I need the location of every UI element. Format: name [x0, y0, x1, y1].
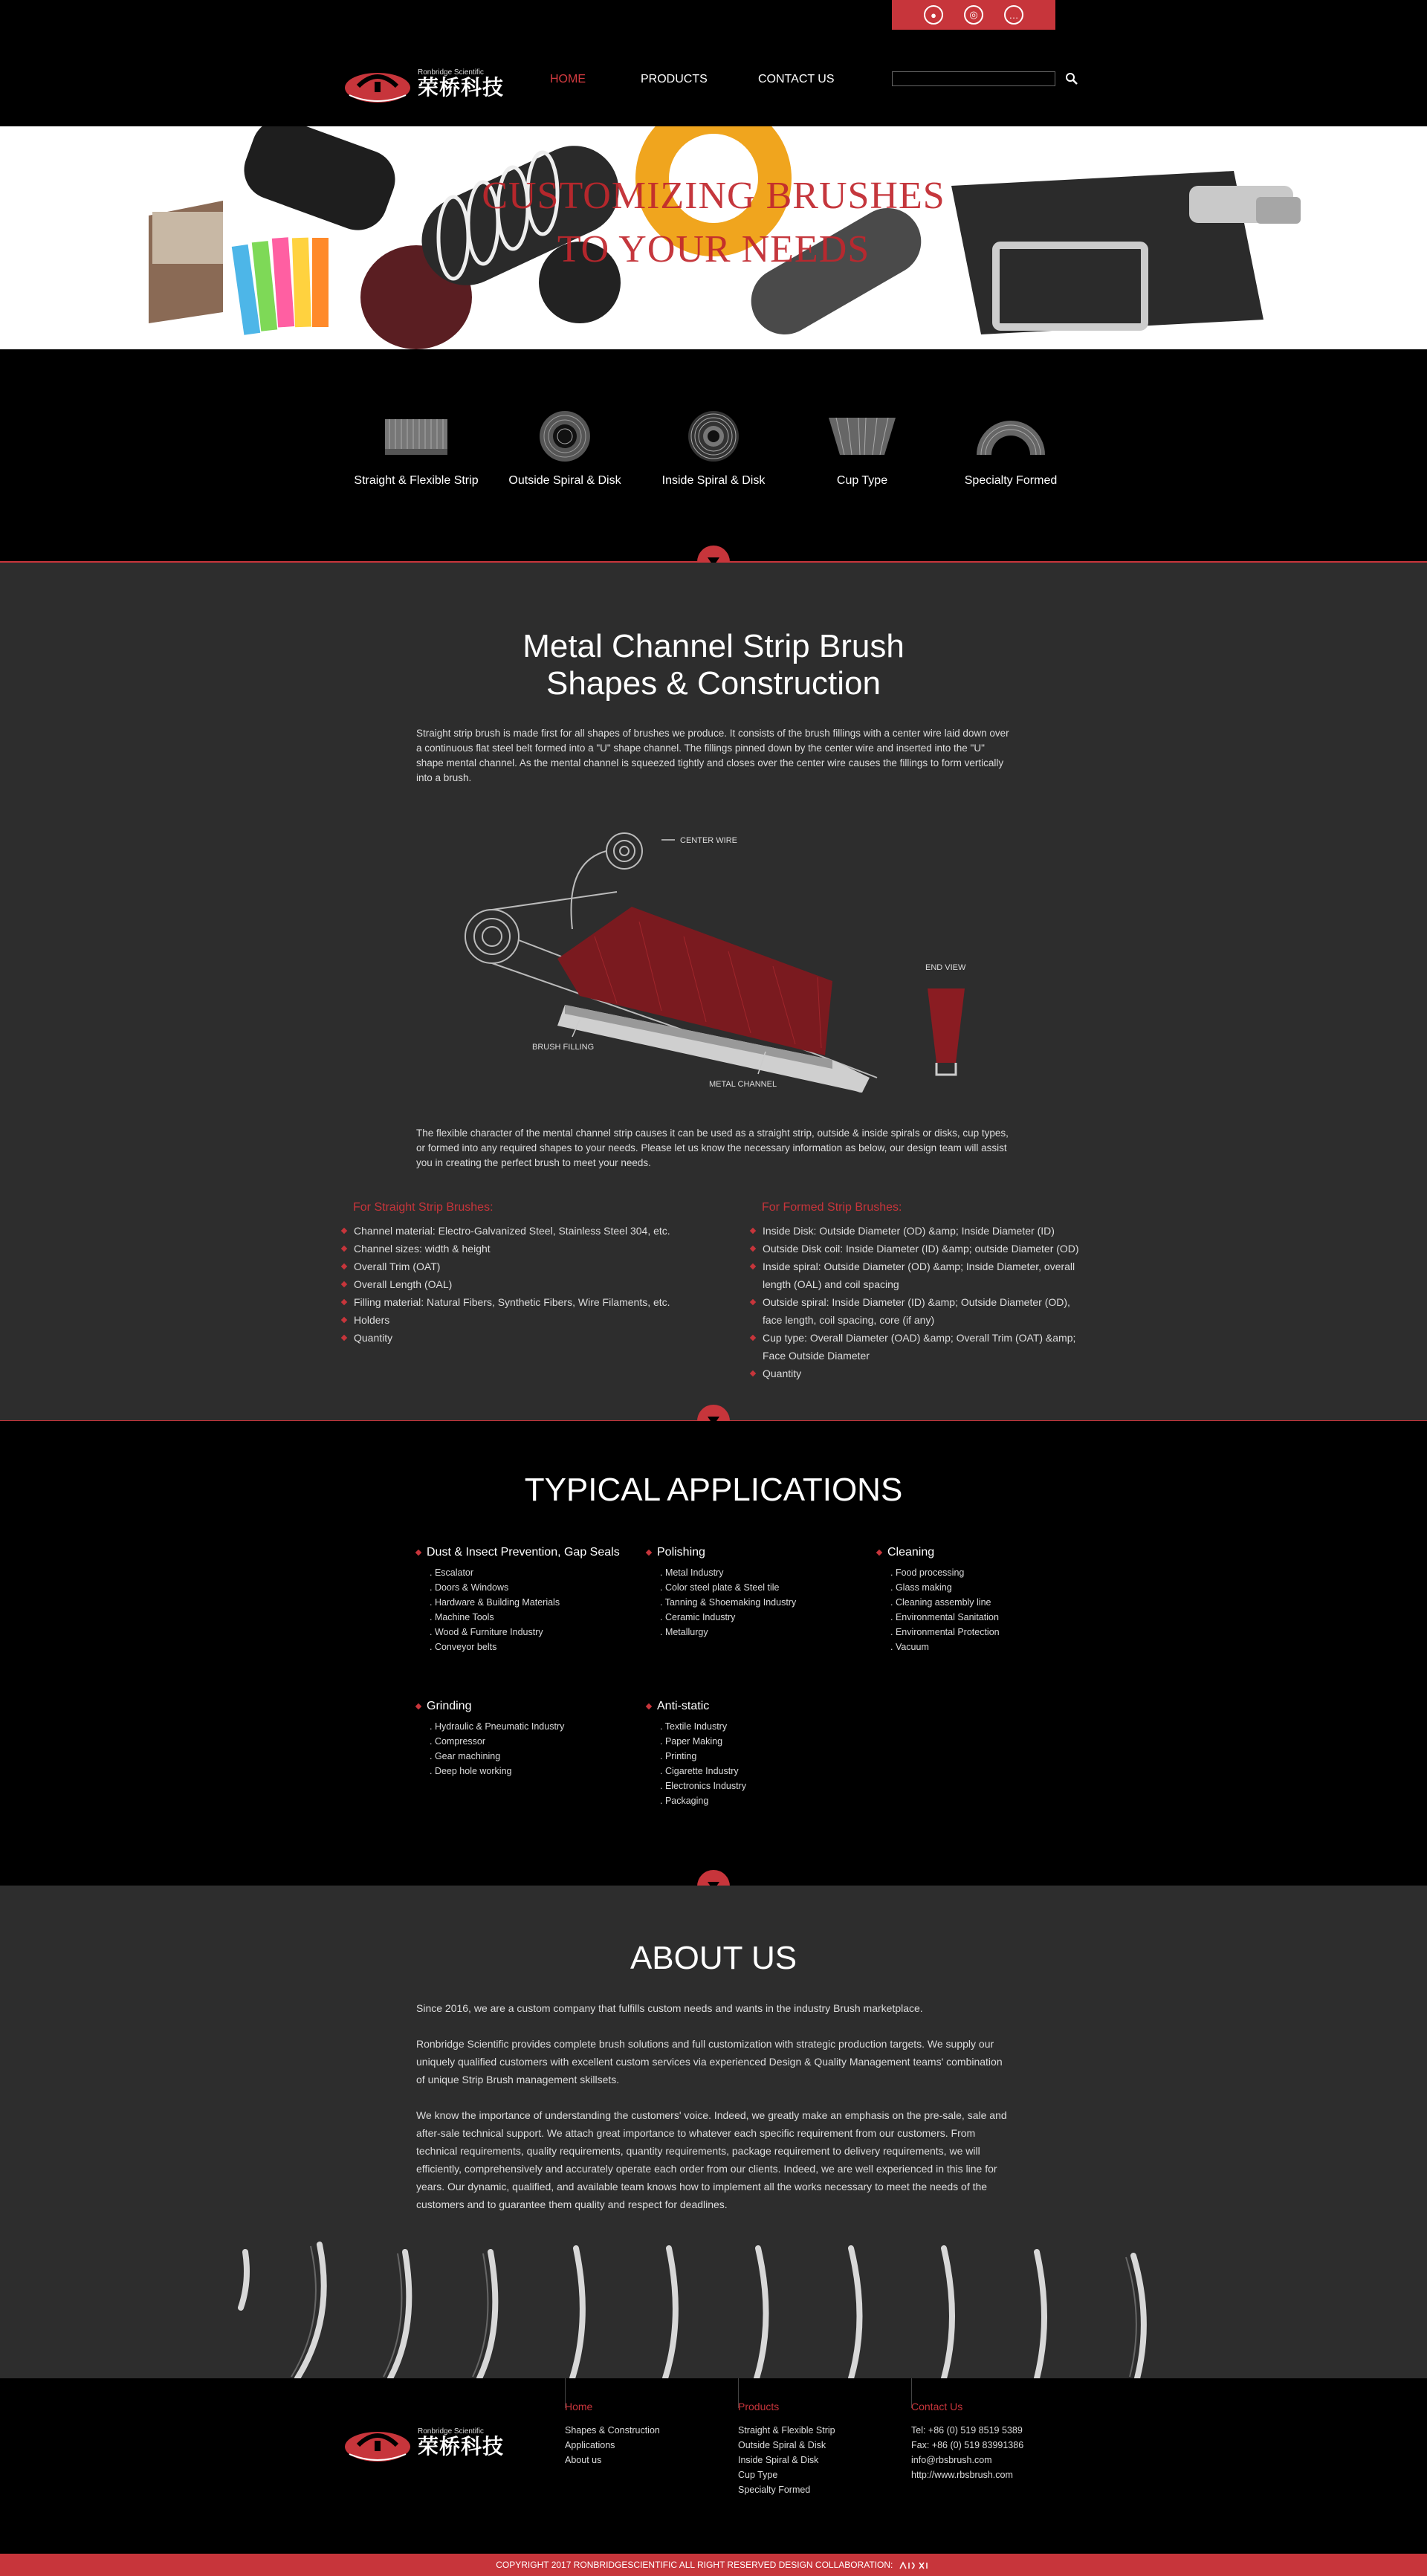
app-item: . Metal Industry [660, 1567, 724, 1578]
footer-link[interactable]: Shapes & Construction [565, 2425, 660, 2436]
app-group-title: Cleaning [877, 1546, 1100, 1559]
banner-title [0, 169, 1427, 276]
label-metal-channel: METAL CHANNEL [709, 1080, 777, 1089]
chat-icon[interactable]: … [1004, 5, 1023, 25]
banner-title-line2: TO YOUR NEEDS [557, 228, 870, 271]
inside-spiral-icon [676, 410, 751, 462]
footer-link[interactable]: Specialty Formed [738, 2485, 811, 2495]
app-item: . Deep hole working [430, 1766, 512, 1776]
label-center-wire: CENTER WIRE [680, 836, 737, 845]
app-item: . Electronics Industry [660, 1781, 747, 1791]
section-title-line1: Metal Channel Strip Brush [522, 628, 905, 664]
section-title [0, 628, 1427, 702]
formed-list-title: For Formed Strip Brushes: [762, 1201, 902, 1214]
product-inside-spiral[interactable] [639, 410, 788, 488]
app-group-title: Polishing [647, 1546, 870, 1559]
product-label: Inside Spiral & Disk [661, 474, 766, 487]
list-item: Inside spiral: Outside Diameter (OD) &amp; Inside Diameter, overall length (OAL) and coil spacing [751, 1258, 1093, 1293]
app-item: . Hydraulic & Pneumatic Industry [430, 1721, 565, 1732]
app-item: . Cigarette Industry [660, 1766, 739, 1776]
label-end-view: END VIEW [925, 963, 966, 972]
footer-link[interactable]: Applications [565, 2440, 615, 2450]
strip-icon [379, 410, 453, 462]
list-item: Filling material: Natural Fibers, Synthetic Fibers, Wire Filaments, etc. [342, 1293, 676, 1311]
logo[interactable] [342, 61, 504, 106]
app-group-title: Grinding [416, 1700, 639, 1713]
app-item: . Color steel plate & Steel tile [660, 1582, 780, 1593]
product-label: Specialty Formed [964, 474, 1058, 487]
product-label: Cup Type [836, 474, 888, 487]
list-item: Outside Disk coil: Inside Diameter (ID) &amp; outside Diameter (OD) [751, 1240, 1093, 1258]
spiral-brush-image [223, 2237, 1204, 2378]
footer-link[interactable]: About us [565, 2455, 602, 2465]
footer-logo[interactable] [342, 2420, 504, 2465]
product-categories [0, 349, 1427, 561]
footer-link[interactable]: Straight & Flexible Strip [738, 2425, 835, 2436]
list-item: Quantity [751, 1365, 1093, 1382]
footer-website[interactable]: http://www.rbsbrush.com [911, 2470, 1013, 2480]
footer-col-products [738, 2401, 835, 2497]
app-item: . Packaging [660, 1796, 709, 1806]
app-item: . Wood & Furniture Industry [430, 1627, 543, 1637]
app-item: . Hardware & Building Materials [430, 1597, 560, 1608]
footer-col-contact [911, 2401, 1023, 2482]
wechat-icon[interactable]: ● [924, 5, 943, 25]
app-item: . Machine Tools [430, 1612, 494, 1622]
list-item: Quantity [342, 1329, 676, 1347]
product-label: Outside Spiral & Disk [508, 474, 621, 487]
list-item: Cup type: Overall Diameter (OAD) &amp; Overall Trim (OAT) &amp; Face Outside Diameter [751, 1329, 1093, 1365]
hero-banner [0, 126, 1427, 349]
about-title: ABOUT US [630, 1940, 797, 1976]
nav-contact-us[interactable]: CONTACT US [758, 73, 835, 85]
footer-col-home [565, 2401, 660, 2467]
footer-contact-title[interactable]: Contact Us [911, 2401, 963, 2412]
app-item: . Food processing [890, 1567, 965, 1578]
footer-link[interactable]: Inside Spiral & Disk [738, 2455, 819, 2465]
app-group-dust [416, 1546, 639, 1654]
footer-tel: Tel: +86 (0) 519 8519 5389 [911, 2425, 1023, 2436]
nav-home[interactable]: HOME [550, 73, 586, 85]
section-title-line2: Shapes & Construction [546, 665, 881, 702]
app-group-title: Anti-static [647, 1700, 870, 1713]
app-item: . Vacuum [890, 1642, 929, 1652]
product-cup-type[interactable] [788, 410, 936, 488]
formed-requirements-list [751, 1222, 1093, 1382]
app-item: . Doors & Windows [430, 1582, 509, 1593]
nav-products[interactable]: PRODUCTS [641, 73, 708, 85]
straight-requirements-list [342, 1222, 676, 1347]
app-group-cleaning [877, 1546, 1100, 1654]
app-item: . Environmental Sanitation [890, 1612, 999, 1622]
product-straight-strip[interactable] [342, 410, 491, 488]
construction-outro: The flexible character of the mental channel strip causes it can be used as a straight strip, outside & inside spirals or disks, cup types, or formed into any required shapes to your needs. Please let us know the necessary information as below, our design team will assist you in creating the perfect brush to meet your needs. [416, 1127, 1009, 1168]
app-group-title: Dust & Insect Prevention, Gap Seals [416, 1546, 639, 1559]
site-footer [0, 2378, 1427, 2554]
cup-icon [825, 410, 899, 462]
social-bar [892, 0, 1055, 30]
copyright-text: COPYRIGHT 2017 RONBRIDGESCIENTIFIC ALL RIGHT RESERVED DESIGN COLLABORATION: [496, 2560, 893, 2570]
app-item: . Glass making [890, 1582, 952, 1593]
footer-products-title[interactable]: Products [738, 2401, 780, 2412]
list-item: Channel material: Electro-Galvanized Steel, Stainless Steel 304, etc. [342, 1222, 676, 1240]
applications-title: TYPICAL APPLICATIONS [524, 1472, 903, 1508]
app-item: . Ceramic Industry [660, 1612, 736, 1622]
footer-link[interactable]: Outside Spiral & Disk [738, 2440, 826, 2450]
app-item: . Cleaning assembly line [890, 1597, 991, 1608]
list-item: Overall Trim (OAT) [342, 1258, 676, 1275]
app-item: . Tanning & Shoemaking Industry [660, 1597, 797, 1608]
logo-mark-icon [342, 2420, 413, 2465]
weibo-icon[interactable]: ◎ [964, 5, 983, 25]
app-item: . Environmental Protection [890, 1627, 1000, 1637]
list-item: Inside Disk: Outside Diameter (OD) &amp; Inside Diameter (ID) [751, 1222, 1093, 1240]
app-item: . Paper Making [660, 1736, 723, 1747]
logo-text-cn: 荣桥科技 [418, 2434, 505, 2458]
app-item: . Metallurgy [660, 1627, 708, 1637]
app-group-polishing [647, 1546, 870, 1640]
logo-text-en: Ronbridge Scientific [418, 68, 484, 77]
footer-email[interactable]: info@rbsbrush.com [911, 2455, 992, 2465]
design-studio-logo-icon[interactable] [899, 2561, 931, 2570]
construction-intro: Straight strip brush is made first for all shapes of brushes we produce. It consists of the brush fillings with a center wire laid down over a continuous flat steel belt formed into a "U" shape channel. The fillings pinned down by the center wire and inserted into the "U" shape mental channel. As the mental channel is squeezed tightly and closes over the center wire causes the fillings to form vertically into a brush. [416, 728, 1009, 783]
app-item: . Printing [660, 1751, 697, 1761]
site-header [0, 30, 1427, 126]
label-brush-filling: BRUSH FILLING [532, 1043, 595, 1052]
footer-fax: Fax: +86 (0) 519 83991386 [911, 2440, 1024, 2450]
footer-link[interactable]: Cup Type [738, 2470, 778, 2480]
list-item: Holders [342, 1311, 676, 1329]
app-item: . Compressor [430, 1736, 486, 1747]
logo-text-cn: 荣桥科技 [418, 75, 505, 99]
footer-home-title[interactable]: Home [565, 2401, 593, 2412]
app-group-anti-static [647, 1700, 870, 1808]
strip-brush-diagram [446, 810, 981, 1093]
app-item: . Conveyor belts [430, 1642, 497, 1652]
list-item: Channel sizes: width & height [342, 1240, 676, 1258]
about-paragraph-1: Since 2016, we are a custom company that fulfills custom needs and wants in the industry Brush marketplace. [416, 2002, 923, 2014]
list-item: Outside spiral: Inside Diameter (ID) &amp; Outside Diameter (OD), face length, coil spacing, core (if any) [751, 1293, 1093, 1329]
app-item: . Gear machining [430, 1751, 501, 1761]
search-icon[interactable] [1064, 71, 1079, 86]
product-outside-spiral[interactable] [491, 410, 639, 488]
straight-list-title: For Straight Strip Brushes: [353, 1201, 494, 1214]
list-item: Overall Length (OAL) [342, 1275, 676, 1293]
about-paragraph-2: Ronbridge Scientific provides complete brush solutions and full customization with strategic production targets. We supply our uniquely qualified customers with excellent custom services via experienced Design & Quality Management teams' combination of unique Strip Brush management skillsets. [416, 2038, 1003, 2085]
app-item: . Escalator [430, 1567, 474, 1578]
logo-mark-icon [342, 61, 413, 106]
logo-text-en: Ronbridge Scientific [418, 2427, 484, 2436]
banner-title-line1: CUSTOMIZING BRUSHES [482, 175, 945, 217]
search-input[interactable] [892, 71, 1055, 86]
app-group-grinding [416, 1700, 639, 1779]
product-specialty-formed[interactable] [936, 410, 1085, 488]
outside-spiral-icon [528, 410, 602, 462]
applications-section [0, 1421, 1427, 1886]
app-item: . Textile Industry [660, 1721, 728, 1732]
product-label: Straight & Flexible Strip [354, 474, 479, 487]
about-paragraph-3: We know the importance of understanding the customers' voice. Indeed, we greatly make an emphasis on the pre-sale, sale and after-sale technical support. We attach great importance to whatever each specific requirement from our customers. From technical requirements, quality requirements, quantity requirements, package requirement to delivery requirements, we will efficiently, comprehensively and accurately operate each order from our clients. Indeed, we are well experienced in this line for years. Our dynamic, qualified, and available team knows how to implement all the works necessary to meet the needs of the customers and to guarantee them quality and respect for deadlines. [416, 2109, 1007, 2210]
specialty-formed-icon [974, 410, 1048, 462]
copyright-bar [0, 2554, 1427, 2576]
